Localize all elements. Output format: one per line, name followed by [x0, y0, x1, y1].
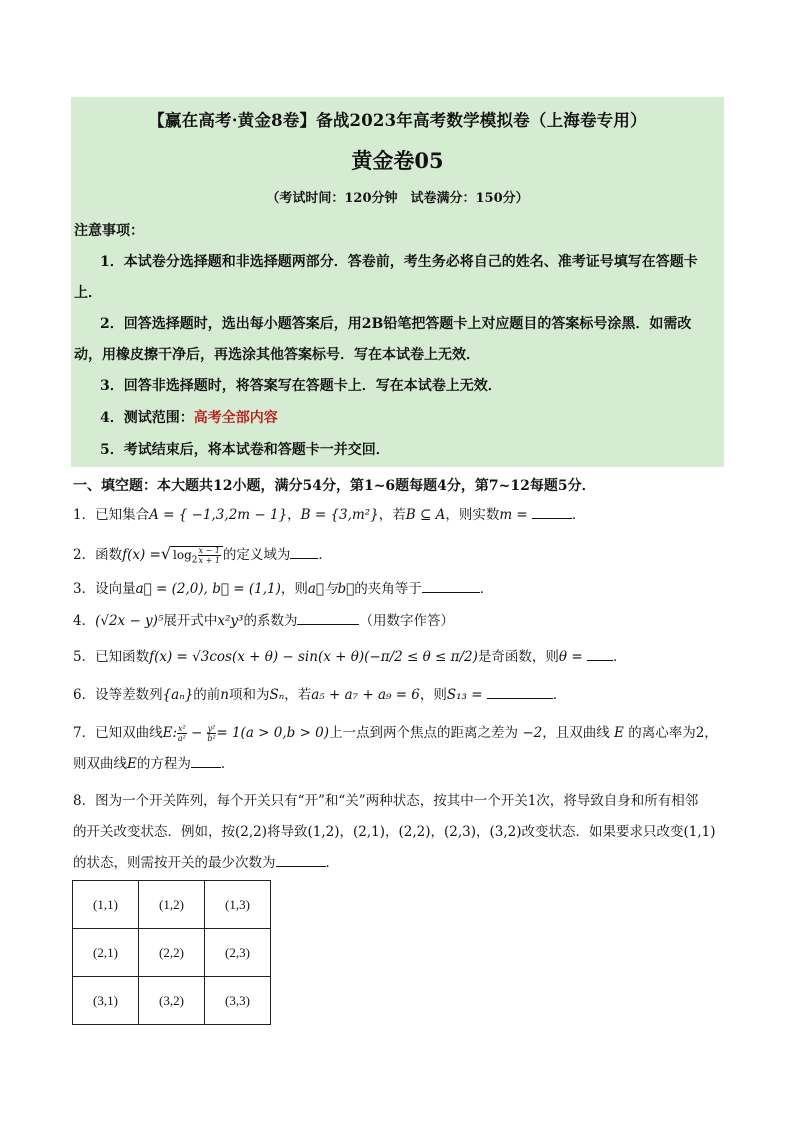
question-5 [73, 642, 723, 673]
q6-prefix: 6．设等差数列 [73, 687, 163, 703]
q7-equation-rest: = 1(a > 0,b > 0) [216, 725, 330, 741]
exam-time-and-score: （考试时间：120分钟 试卷满分：150分） [266, 191, 529, 206]
question-7: 7．已知双曲线E: $\frac{\text{x²}}{\text{a²}}$ − $\frac{\text{y²}}{\text{b²}}$ = 1(a > 0,b > 0)上一点到两个焦点的距离之差为 −2，且双曲线 E 的离心率为2， 则双曲线E的方程为 ． [73, 724, 718, 772]
table-cell: (3,3) [205, 977, 271, 1025]
table-cell: (1,2) [139, 881, 205, 929]
q7-y-fraction [207, 724, 217, 743]
q6-variable: S₁₃ = [446, 687, 483, 703]
q6-cond: ，若 [284, 687, 312, 703]
q1-relation: B ⊆ A [405, 507, 446, 523]
q2-tail: 的定义域为 [222, 547, 291, 563]
q5-answer-blank[interactable] [587, 646, 613, 661]
q3-end: ． [479, 581, 494, 597]
q1-variable: m = [499, 507, 528, 523]
q7-end: ． [220, 756, 235, 772]
q2-fraction [198, 546, 221, 565]
table-row [73, 881, 271, 929]
table-cell: (1,1) [73, 881, 139, 929]
q4-end: （用数字作答） [359, 613, 454, 629]
q7-line2-prefix: 则双曲线 [73, 756, 127, 772]
q7-x-fraction [177, 724, 187, 743]
question-8 [73, 786, 723, 879]
q1-set-b: B = {3,m²} [300, 507, 379, 523]
table-cell: (2,1) [73, 929, 139, 977]
document-title: 黄金卷05 [351, 148, 444, 173]
q6-n: n [220, 687, 229, 703]
q7-e2: E [127, 756, 137, 772]
note-4 [74, 403, 719, 434]
q5-variable: θ = [558, 649, 583, 665]
q6-sum: Sₙ [269, 687, 285, 703]
notes-heading: 注意事项： [74, 223, 144, 239]
q7-tail: 的离心率为2， [628, 725, 718, 741]
q7-answer-blank[interactable] [191, 753, 221, 768]
q6-answer-blank[interactable] [487, 684, 553, 699]
question-3 [73, 574, 723, 605]
q7-difference: −2 [522, 725, 543, 741]
q7-e: E [614, 725, 624, 741]
q5-end: ． [612, 649, 627, 665]
q1-tail: ，则实数 [445, 507, 500, 523]
q1-mid: ，若 [378, 507, 406, 523]
q4-term: x²y³ [217, 613, 244, 629]
table-row [73, 929, 271, 977]
question-2 [73, 538, 723, 577]
q7-curve: E: [162, 725, 177, 741]
q3-vector-pair: a⃗与b⃗ [307, 581, 355, 597]
q5-range: (−π/2 ≤ θ ≤ π/2) [364, 649, 478, 665]
q2-answer-blank[interactable] [290, 544, 318, 559]
q3-prefix: 3．设向量 [73, 581, 136, 597]
note-3: 3．回答非选择题时，将答案写在答题卡上．写在本试卷上无效． [100, 378, 502, 394]
q7-mid: 上一点到两个焦点的距离之差为 [329, 725, 519, 741]
note-1: 1．本试卷分选择题和非选择题两部分．答卷前，考生务必将自己的姓名、准考证号填写在答题卡上． [74, 254, 698, 301]
q4-tail: 的系数为 [243, 613, 298, 629]
q4-prefix: 4． [73, 613, 96, 629]
q1-answer-blank[interactable] [532, 504, 572, 519]
q4-expression: (√2x − y)⁵ [95, 613, 164, 629]
q6-end: ． [552, 687, 567, 703]
q6-equation: a₅ + a₇ + a₉ = 6 [311, 687, 420, 703]
q2-denominator: x + 1 [198, 556, 220, 565]
q2-log: log [173, 548, 192, 562]
q8-end: ． [325, 855, 339, 871]
q6-mid2: 项和为 [229, 687, 270, 703]
q4-mid: 展开式中 [163, 613, 218, 629]
q2-function: f(x) = [122, 547, 161, 563]
switch-array-table [72, 880, 271, 1025]
exam-header-box [71, 97, 724, 467]
table-cell: (1,3) [205, 881, 271, 929]
q5-tail: 是奇函数，则 [477, 649, 559, 665]
q3-vectors: a⃗ = (2,0), b⃗ = (1,1) [135, 581, 281, 597]
q8-answer-blank[interactable] [276, 852, 326, 867]
q2-log-base: 2 [191, 555, 198, 566]
q2-prefix: 2．函数 [73, 547, 123, 563]
note-5: 5．考试结束后，将本试卷和答题卡一并交回． [100, 442, 390, 458]
q7-prefix: 7．已知双曲线 [73, 725, 163, 741]
q3-tail: 的夹角等于 [354, 581, 422, 597]
q8-line-2: 的开关改变状态．例如，按(2,2)将导致(1,2)，(2,1)，(2,2)，(2,3)，(3,2)改变状态．如果要求只改变(1,1) [73, 824, 716, 840]
table-row [73, 977, 271, 1025]
q7-b2: b² [207, 734, 216, 743]
q8-line-1: 8．图为一个开关阵列，每个开关只有“开”和“关”两种状态，按其中一个开关1次，将导致自身和所有相邻 [73, 793, 699, 809]
q7-a2: a² [177, 734, 186, 743]
q1-end: ． [572, 507, 586, 523]
table-cell: (2,2) [139, 929, 205, 977]
q7-y2: y² [207, 724, 216, 733]
note-4-label: 4．测试范围： [100, 410, 194, 426]
series-title: 【赢在高考·黄金8卷】备战2023年高考数学模拟卷（上海卷专用） [148, 111, 647, 130]
q7-line2-tail: 的方程为 [136, 756, 191, 772]
question-6 [73, 680, 723, 711]
q4-answer-blank[interactable] [297, 610, 359, 625]
table-cell: (2,3) [205, 929, 271, 977]
q6-mid: 的前 [193, 687, 221, 703]
note-2: 2．回答选择题时，选出每小题答案后，用2B铅笔把答题卡上对应题目的答案标号涂黑．如需改动，用橡皮擦干净后，再选涂其他答案标号．写在本试卷上无效． [74, 316, 692, 363]
table-cell: (3,2) [139, 977, 205, 1025]
q2-end: ． [318, 547, 332, 563]
sqrt-sign: √ [160, 544, 172, 563]
q2-radicand [171, 546, 223, 566]
q5-prefix: 5．已知函数 [73, 649, 150, 665]
table-cell: (3,1) [73, 977, 139, 1025]
q1-set-a: A = { −1,3,2m − 1} [149, 507, 288, 523]
question-4 [73, 606, 723, 637]
q7-mid2: ，且双曲线 [542, 725, 610, 741]
q1-prefix: 1．已知集合 [73, 507, 150, 523]
section-heading: 一、填空题：本大题共12小题，满分54分，第1~6题每题4分，第7~12每题5分． [73, 478, 596, 494]
q3-mid: ，则 [280, 581, 308, 597]
test-scope-highlight: 高考全部内容 [193, 410, 278, 426]
q7-x2: x² [178, 724, 186, 733]
q6-tail: ，则 [419, 687, 447, 703]
question-1: 1．已知集合A = { −1,3,2m − 1}，B = {3,m²}，若B ⊆ A，则实数m = ． [73, 500, 723, 531]
q5-expression: f(x) = √3cos(x + θ) − sin(x + θ) [149, 649, 365, 665]
q8-line-3: 的状态，则需按开关的最少次数为 [73, 855, 276, 871]
q6-sequence: {aₙ} [162, 687, 194, 703]
q3-answer-blank[interactable] [422, 578, 480, 593]
q2-numerator: x − 1 [198, 546, 220, 555]
